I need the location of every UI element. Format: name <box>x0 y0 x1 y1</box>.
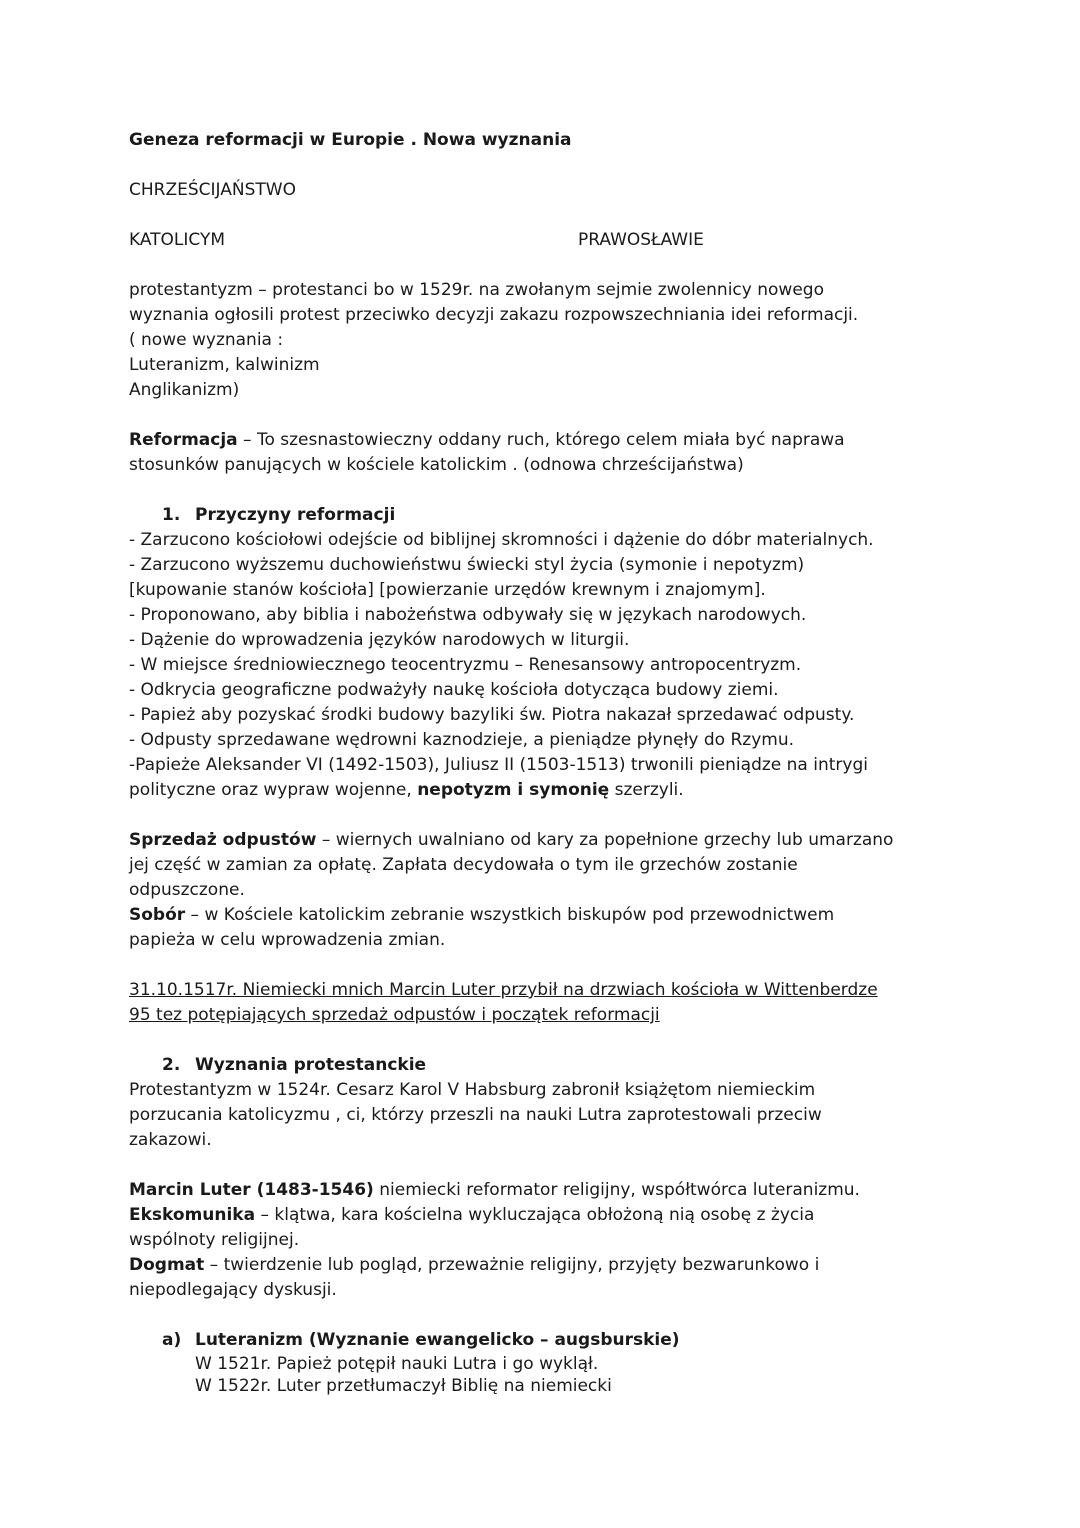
text-line: Luteranizm, kalwinizm <box>129 355 320 375</box>
text-line: porzucania katolicyzmu , ci, którzy przeszli na nauki Lutra zaprotestowali przeciw <box>129 1105 822 1125</box>
definition-text: niepodlegający dyskusji. <box>129 1280 337 1300</box>
list-item: - Zarzucono kościołowi odejście od biblijnej skromności i dążenie do dóbr materialnych. <box>129 530 874 550</box>
text-line: protestantyzm – protestanci bo w 1529r. na zwołanym sejmie zwolennicy nowego <box>129 280 824 300</box>
indulgence-definition <box>129 828 959 903</box>
subsection-heading-lutheranism <box>129 1328 959 1353</box>
section-heading-protestant <box>129 1053 959 1078</box>
list-item: - W miejsce średniowiecznego teocentryzmu – Renesansowy antropocentryzm. <box>129 655 802 675</box>
term-ekskomunika: Ekskomunika <box>129 1205 256 1225</box>
term-luter: Marcin Luter (1483-1546) <box>129 1180 374 1200</box>
section-number: 1. <box>162 505 181 525</box>
protestantism-paragraph <box>129 278 959 403</box>
reformation-definition <box>129 428 959 478</box>
definition-text: – twierdzenie lub pogląd, przeważnie religijny, przyjęty bezwarunkowo i <box>204 1255 820 1275</box>
list-item: - Odpusty sprzedawane wędrowni kaznodzieje, a pieniądze płynęły do Rzymu. <box>129 730 795 750</box>
text-line: Protestantyzm w 1524r. Cesarz Karol V Habsburg zabronił książętom niemieckim <box>129 1080 816 1100</box>
text-line: Anglikanizm) <box>129 380 240 400</box>
luther-theses-note <box>129 978 959 1028</box>
causes-list <box>129 528 959 803</box>
excommunication-definition <box>129 1203 959 1253</box>
definition-text: papieża w celu wprowadzenia zmian. <box>129 930 446 950</box>
list-item-continuation <box>129 778 959 803</box>
definition-text: – wiernych uwalniano od kary za popełnione grzechy lub umarzano <box>316 830 894 850</box>
heading-christianity: CHRZEŚCIJAŃSTWO <box>129 180 296 200</box>
section-title: Wyznania protestanckie <box>195 1055 427 1075</box>
term-reformacja: Reformacja <box>129 430 238 450</box>
list-item: - Odkrycia geograficzne podważyły naukę kościoła dotycząca budowy ziemi. <box>129 680 779 700</box>
definition-text: jej część w zamian za opłatę. Zapłata decydowała o tym ile grzechów zostanie <box>129 855 798 875</box>
list-item: - Proponowano, aby biblia i nabożeństwa odbywały się w językach narodowych. <box>129 605 807 625</box>
definition-text: – To szesnastowieczny oddany ruch, którego celem miała być naprawa <box>237 430 845 450</box>
list-item: [kupowanie stanów kościoła] [powierzanie urzędów krewnym i znajomym]. <box>129 580 766 600</box>
branches-row <box>129 228 959 253</box>
definition-text: – klątwa, kara kościelna wykluczająca obłożoną nią osobę z życia <box>255 1205 815 1225</box>
text-line: zakazowi. <box>129 1130 212 1150</box>
definition-text: stosunków panujących w kościele katolickim . (odnowa chrześcijaństwa) <box>129 455 744 475</box>
definition-text: niemiecki reformator religijny, współtwórca luteranizmu. <box>373 1180 860 1200</box>
term-sobor: Sobór <box>129 905 186 925</box>
text-line: W 1521r. Papież potępił nauki Lutra i go wyklął. <box>195 1354 599 1374</box>
branch-catholicism: KATOLICYM <box>129 230 226 250</box>
document-title: Geneza reformacji w Europie . Nowa wyznania <box>129 130 572 150</box>
list-item: - Dążenie do wprowadzenia języków narodowych w liturgii. <box>129 630 630 650</box>
text-span: szerzyli. <box>609 780 684 800</box>
bold-terms: nepotyzm i symonię <box>417 780 610 800</box>
list-item: - Zarzucono wyższemu duchowieństwu świecki styl życia (symonie i nepotyzm) <box>129 555 805 575</box>
underlined-text: 95 tez potępiających sprzedaż odpustów i początek reformacji <box>129 1005 660 1025</box>
text-line: wyznania ogłosili protest przeciwko decyzji zakazu rozpowszechniania idei reformacji. <box>129 305 859 325</box>
text-line: ( nowe wyznania : <box>129 330 284 350</box>
term-dogmat: Dogmat <box>129 1255 205 1275</box>
list-item: -Papieże Aleksander VI (1492-1503), Juliusz II (1503-1513) trwonili pieniądze na intrygi <box>129 755 868 775</box>
definition-text: – w Kościele katolickim zebranie wszystkich biskupów pod przewodnictwem <box>185 905 835 925</box>
branch-orthodoxy: PRAWOSŁAWIE <box>578 230 704 250</box>
document-body <box>129 128 959 1397</box>
section-heading-causes <box>129 503 959 528</box>
subsection-title: Luteranizm (Wyznanie ewangelicko – augsburskie) <box>195 1330 680 1350</box>
text-span: polityczne oraz wypraw wojenne, <box>129 780 418 800</box>
subsection-label: a) <box>162 1330 182 1350</box>
council-definition <box>129 903 959 953</box>
underlined-text: 31.10.1517r. Niemiecki mnich Marcin Luter przybił na drzwiach kościoła w Wittenberdze <box>129 980 878 1000</box>
definition-text: odpuszczone. <box>129 880 245 900</box>
text-line: W 1522r. Luter przetłumaczył Biblię na niemiecki <box>195 1376 612 1396</box>
lutheranism-lines <box>129 1353 959 1397</box>
section-title: Przyczyny reformacji <box>195 505 396 525</box>
definition-text: wspólnoty religijnej. <box>129 1230 300 1250</box>
term-odpusty: Sprzedaż odpustów <box>129 830 317 850</box>
dogma-definition <box>129 1253 959 1303</box>
protestantism-origin <box>129 1078 959 1153</box>
section-number: 2. <box>162 1055 181 1075</box>
luther-definition <box>129 1178 959 1203</box>
list-item: - Papież aby pozyskać środki budowy bazyliki św. Piotra nakazał sprzedawać odpusty. <box>129 705 855 725</box>
